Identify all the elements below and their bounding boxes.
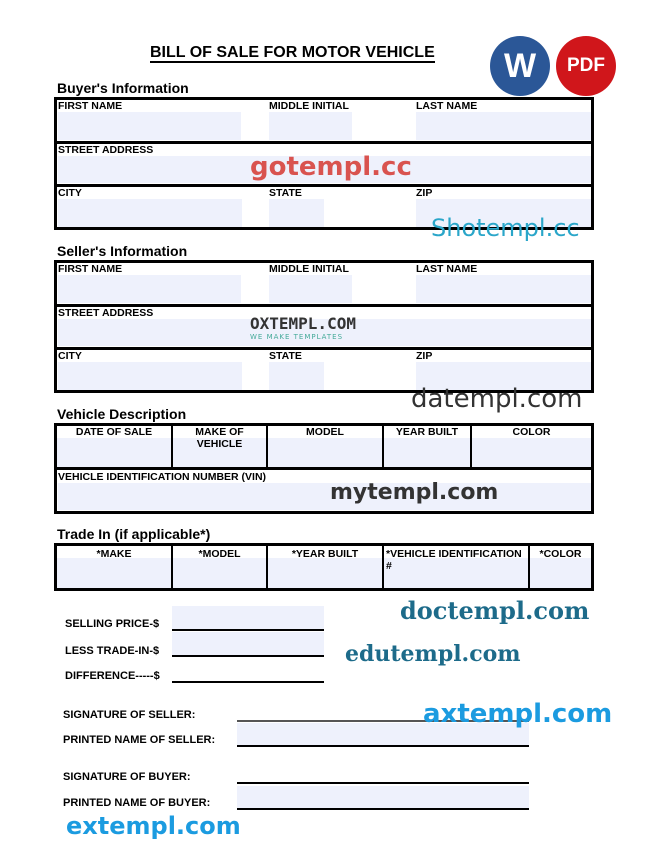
seller-signature-label: SIGNATURE OF SELLER:: [63, 709, 196, 721]
first-name-label: FIRST NAME: [58, 100, 123, 112]
datempl-watermark: datempl.com: [411, 384, 583, 414]
buyer-signature-label: SIGNATURE OF BUYER:: [63, 771, 191, 783]
oxtempl-watermark: OXTEMPL.COM: [250, 314, 356, 333]
divider: [470, 426, 472, 467]
model-label: MODEL: [306, 426, 344, 438]
buyer-name-row: [57, 100, 591, 144]
last-name-label: LAST NAME: [416, 263, 478, 275]
less-trade-in-field[interactable]: [172, 632, 324, 657]
difference-field[interactable]: [172, 681, 324, 683]
vehicle-details-row: [57, 426, 591, 470]
divider: [528, 546, 530, 588]
divider: [382, 546, 384, 588]
year-built-label: YEAR BUILT: [395, 426, 459, 438]
underline: [237, 745, 529, 747]
trade-model-label: *MODEL: [198, 548, 241, 560]
buyer-city-field[interactable]: [58, 199, 242, 227]
vehicle-details-fields[interactable]: [57, 438, 591, 467]
vehicle-heading: Vehicle Description: [57, 406, 187, 422]
street-address-label: STREET ADDRESS: [58, 307, 154, 319]
less-trade-in-label: LESS TRADE-IN-$: [65, 645, 160, 657]
make-of-vehicle-label: MAKE OF VEHICLE: [195, 426, 244, 450]
street-address-label: STREET ADDRESS: [58, 144, 154, 156]
buyer-printed-name-label: PRINTED NAME OF BUYER:: [63, 797, 211, 809]
last-name-label: LAST NAME: [416, 100, 478, 112]
city-label: CITY: [58, 187, 82, 199]
seller-heading: Seller's Information: [57, 243, 188, 259]
seller-first-name-field[interactable]: [58, 275, 241, 303]
zip-label: ZIP: [416, 350, 433, 362]
buyer-printed-name-field[interactable]: [237, 786, 529, 809]
trade-color-label: *COLOR: [539, 548, 582, 560]
trade-make-label: *MAKE: [96, 548, 132, 560]
date-of-sale-label: DATE OF SALE: [75, 426, 153, 438]
divider: [382, 426, 384, 467]
gotempl-watermark: gotempl.cc: [250, 152, 412, 182]
difference-label: DIFFERENCE-----$: [65, 670, 160, 682]
seller-last-name-field[interactable]: [416, 275, 591, 303]
underline: [237, 808, 529, 810]
seller-state-field[interactable]: [269, 362, 324, 390]
extempl-watermark: extempl.com: [66, 812, 241, 840]
buyer-last-name-field[interactable]: [416, 112, 591, 140]
first-name-label: FIRST NAME: [58, 263, 123, 275]
pdf-download-icon[interactable]: PDF: [556, 36, 616, 96]
trade-in-table: [54, 543, 594, 591]
document-title: BILL OF SALE FOR MOTOR VEHICLE: [150, 44, 435, 61]
zip-label: ZIP: [416, 187, 433, 199]
color-label: COLOR: [512, 426, 551, 438]
word-download-icon[interactable]: W: [490, 36, 550, 96]
middle-initial-label: MIDDLE INITIAL: [269, 100, 349, 112]
buyer-middle-initial-field[interactable]: [269, 112, 352, 140]
city-label: CITY: [58, 350, 82, 362]
mytempl-watermark: mytempl.com: [330, 480, 499, 505]
buyer-signature-line[interactable]: [237, 782, 529, 784]
trade-in-heading: Trade In (if applicable*): [57, 526, 211, 542]
seller-printed-name-label: PRINTED NAME OF SELLER:: [63, 734, 216, 746]
seller-city-field[interactable]: [58, 362, 242, 390]
edutempl-watermark: edutempl.com: [345, 641, 521, 667]
underline: [172, 655, 324, 657]
state-label: STATE: [269, 350, 302, 362]
seller-middle-initial-field[interactable]: [269, 275, 352, 303]
selling-price-label: SELLING PRICE-$: [65, 618, 160, 630]
trade-year-built-label: *YEAR BUILT: [291, 548, 359, 560]
shotempl-watermark: Shotempl.cc: [431, 214, 580, 242]
buyer-state-field[interactable]: [269, 199, 324, 227]
doctempl-watermark: doctempl.com: [400, 596, 590, 625]
divider: [171, 426, 173, 467]
state-label: STATE: [269, 187, 302, 199]
divider: [171, 546, 173, 588]
divider: [266, 546, 268, 588]
seller-name-row: [57, 263, 591, 307]
divider: [266, 426, 268, 467]
axtempl-watermark: axtempl.com: [423, 699, 613, 729]
underline: [172, 629, 324, 631]
middle-initial-label: MIDDLE INITIAL: [269, 263, 349, 275]
vin-label: VEHICLE IDENTIFICATION NUMBER (VIN): [58, 471, 267, 483]
buyer-first-name-field[interactable]: [58, 112, 241, 140]
selling-price-field[interactable]: [172, 606, 324, 631]
buyer-heading: Buyer's Information: [57, 80, 189, 96]
vin-field[interactable]: [58, 480, 591, 510]
oxtempl-tagline: WE MAKE TEMPLATES: [250, 333, 344, 341]
vehicle-table: [54, 423, 594, 514]
vin-row: [57, 470, 591, 511]
trade-vin-label: *VEHICLE IDENTIFICATION #: [386, 548, 522, 572]
